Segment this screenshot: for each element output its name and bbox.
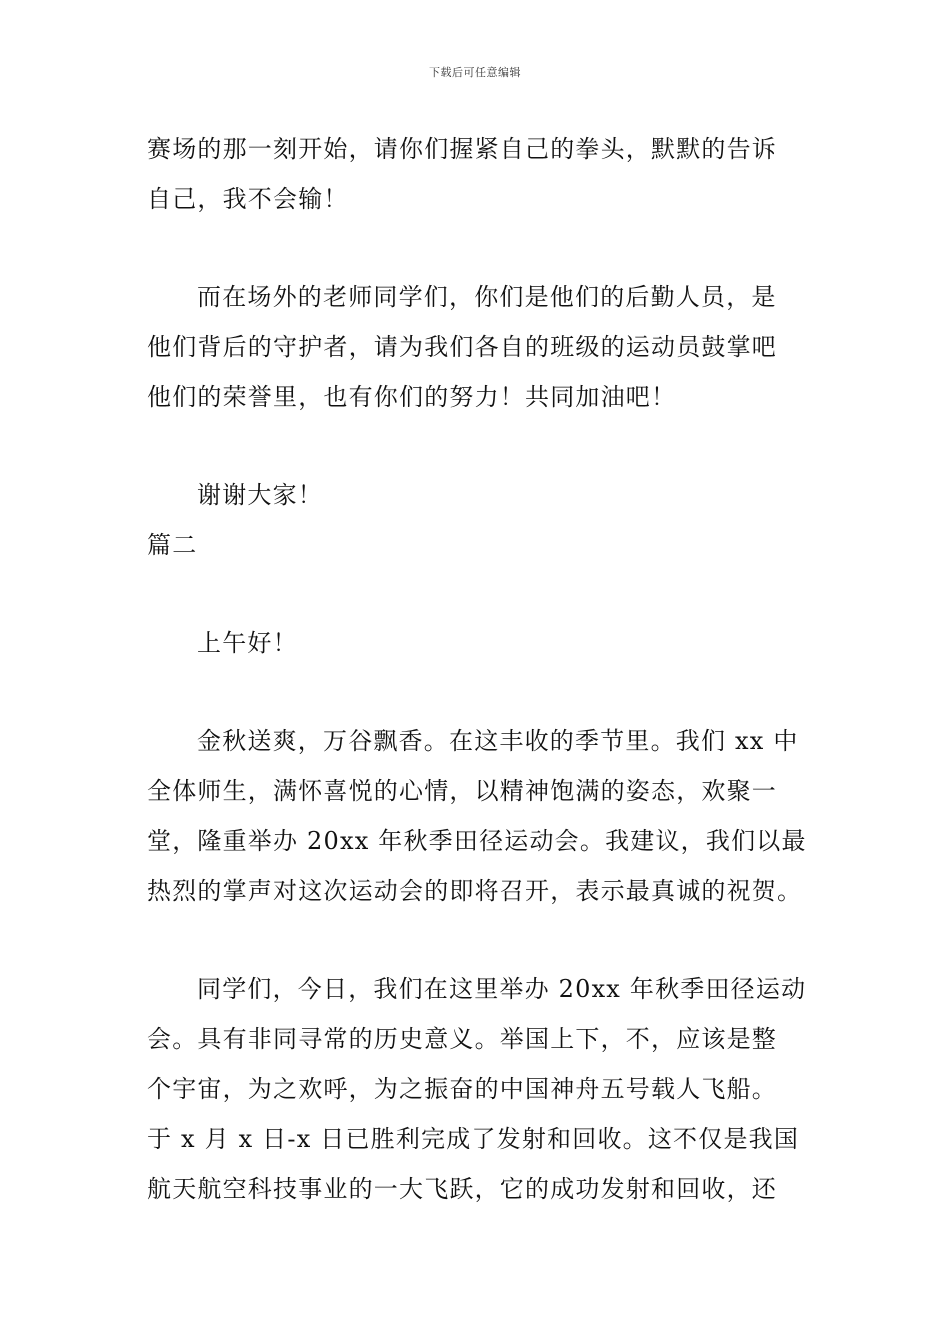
text-line: 同学们，今日，我们在这里举办 20xx 年秋季田径运动 [197,975,807,1003]
text-line: 全体师生，满怀喜悦的心情，以精神饱满的姿态，欢聚一 [147,777,777,805]
text-line: 谢谢大家！ [197,481,323,509]
text-line: 他们的荣誉里，也有你们的努力！共同加油吧！ [147,383,677,411]
text-line: 热烈的掌声对这次运动会的即将召开，表示最真诚的祝贺。 [147,877,803,905]
text-line: 赛场的那一刻开始，请你们握紧自己的拳头，默默的告诉 [147,135,777,163]
text-line: 金秋送爽，万谷飘香。在这丰收的季节里。我们 xx 中 [197,727,799,755]
text-line: 航天航空科技事业的一大飞跃，它的成功发射和回收，还 [147,1175,777,1203]
text-line: 他们背后的守护者，请为我们各自的班级的运动员鼓掌吧 [147,333,777,361]
text-line: 于 x 月 x 日-x 日已胜利完成了发射和回收。这不仅是我国 [147,1125,800,1153]
text-line: 会。具有非同寻常的历史意义。举国上下，不，应该是整 [147,1025,777,1053]
text-line: 个宇宙，为之欢呼，为之振奋的中国神舟五号载人飞船。 [147,1075,777,1103]
section-heading: 篇二 [147,531,198,559]
text-line: 上午好！ [197,629,298,657]
text-line: 堂，隆重举办 20xx 年秋季田径运动会。我建议，我们以最 [147,827,807,855]
document-body [147,124,817,1214]
page-header: 下载后可任意编辑 [429,66,521,79]
text-line: 自己，我不会输！ [147,185,349,213]
text-line: 而在场外的老师同学们，你们是他们的后勤人员，是 [197,283,777,311]
